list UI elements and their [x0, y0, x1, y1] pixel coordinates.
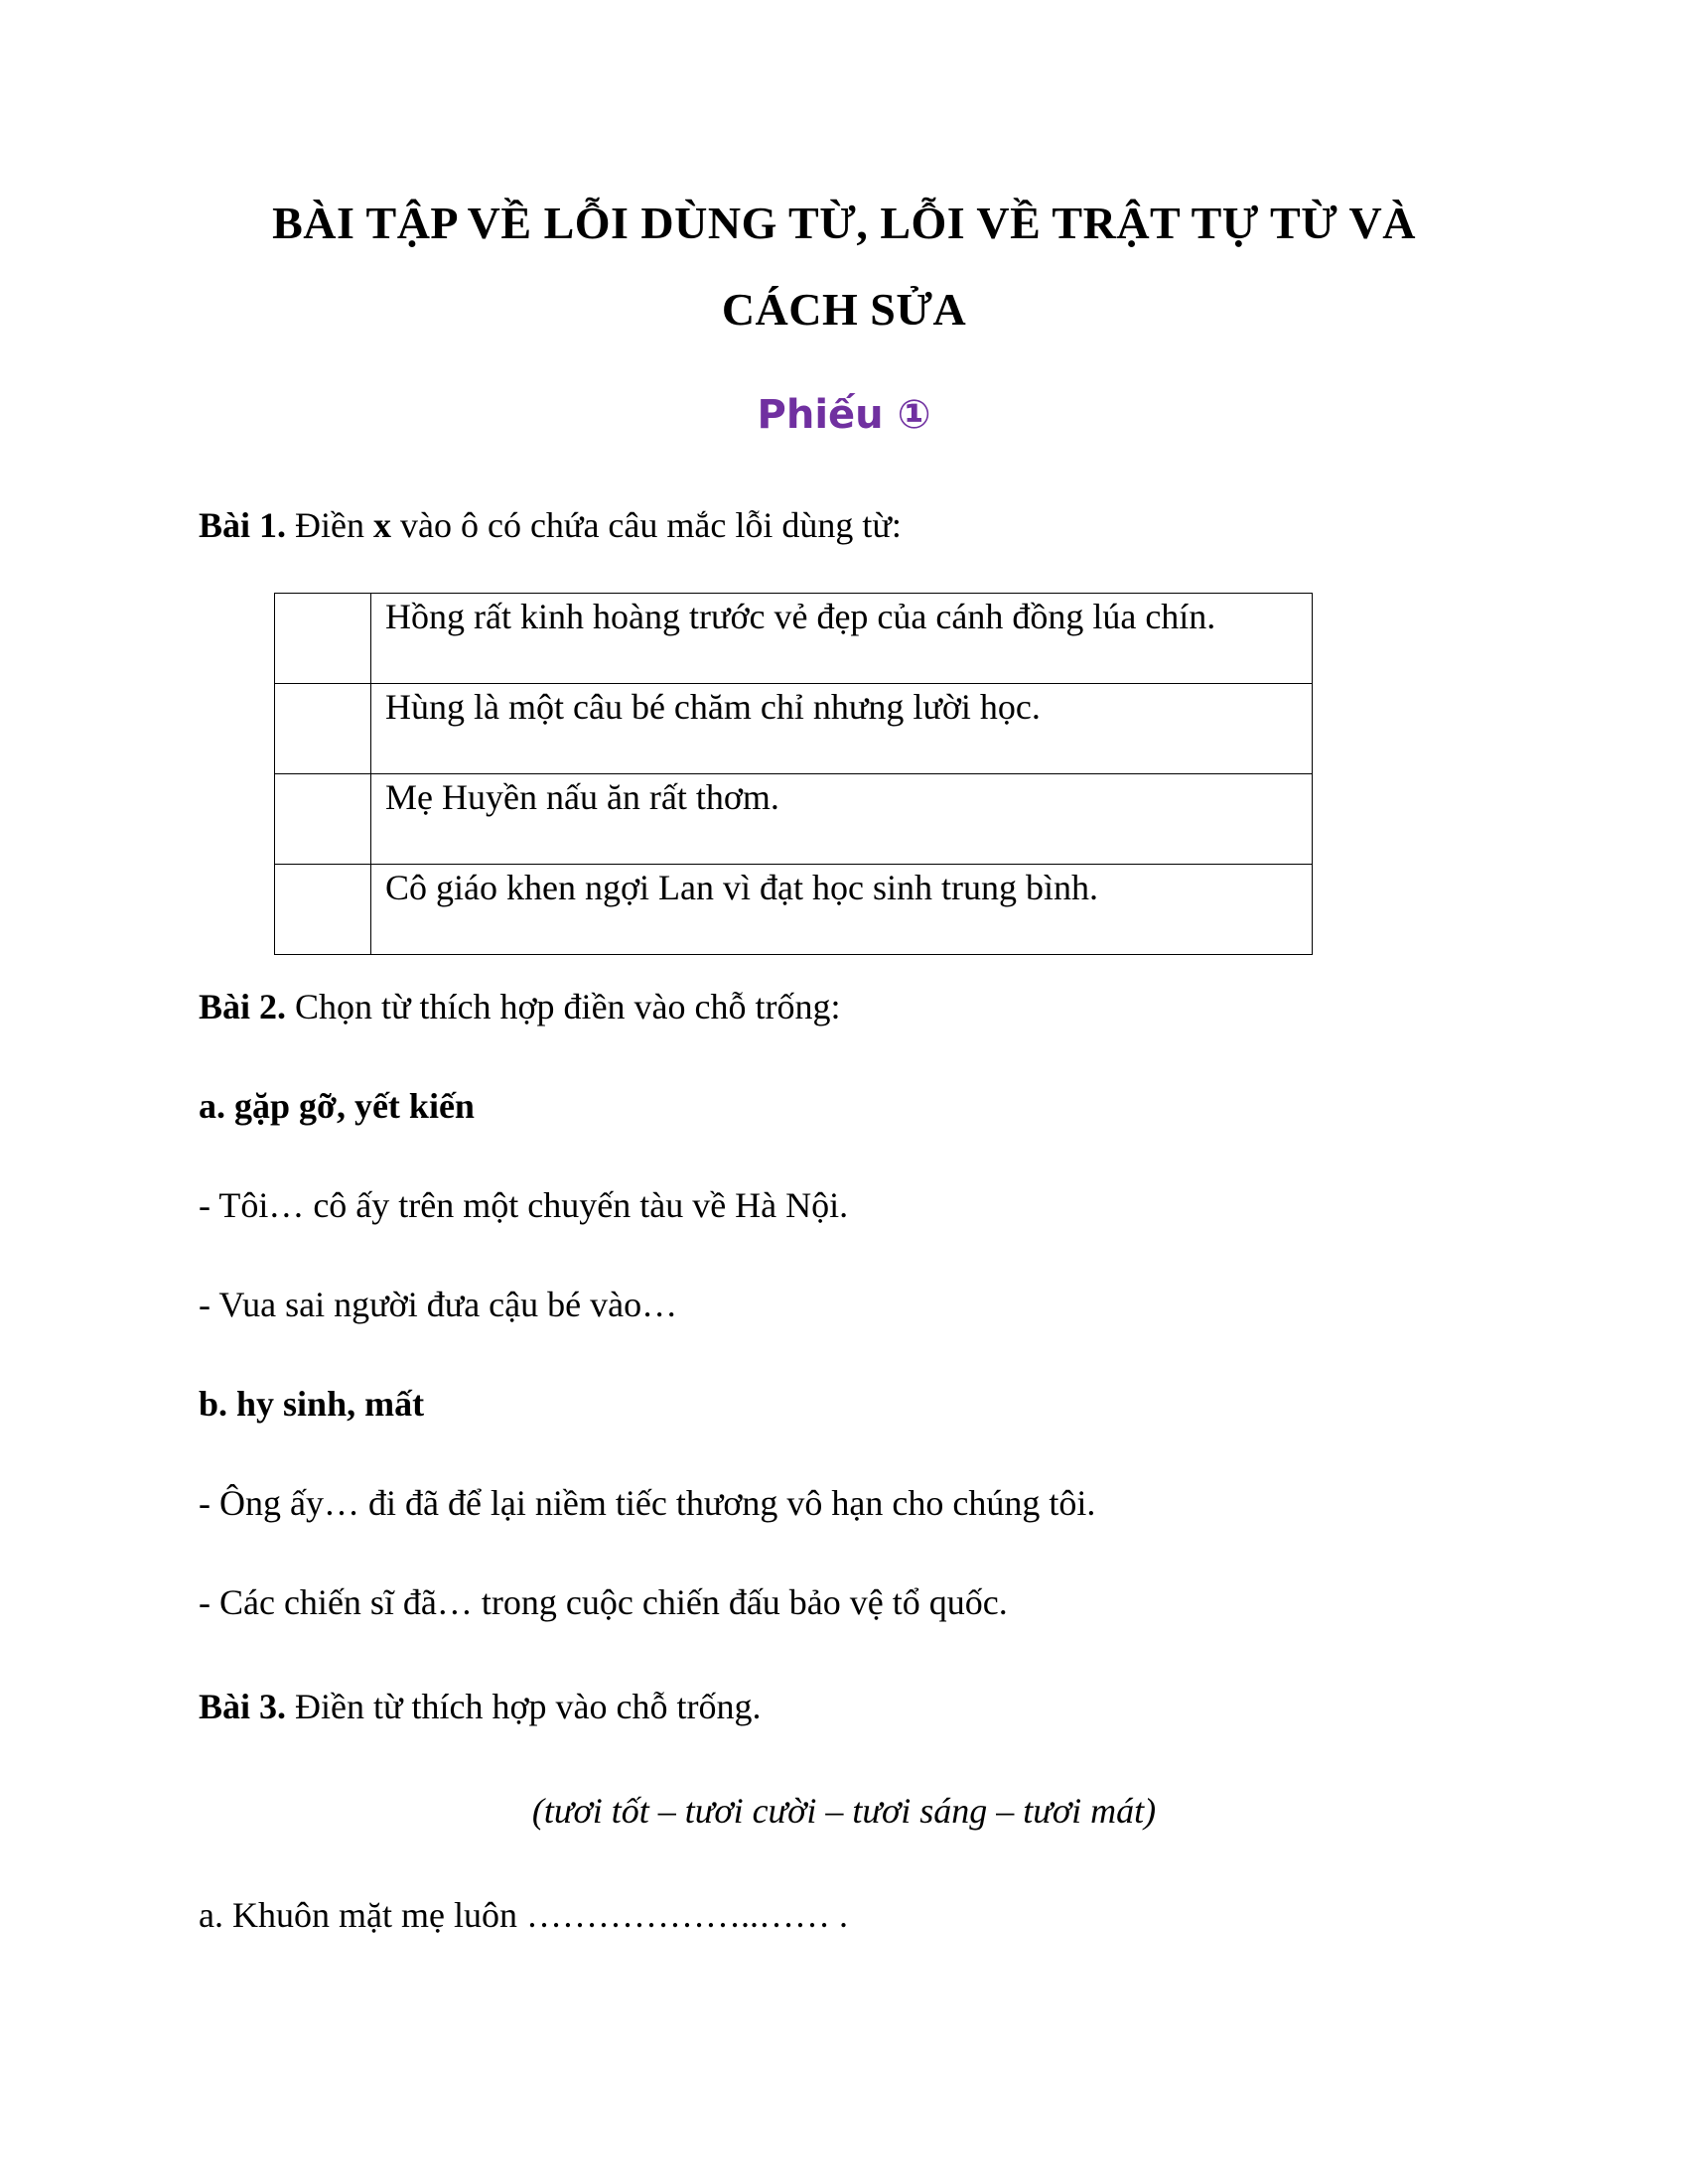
bai2-part-a-item-2: - Vua sai người đưa cậu bé vào…: [199, 1285, 678, 1324]
table-row: [275, 774, 1313, 865]
table-row: [275, 684, 1313, 774]
worksheet-subtitle: Phiếu ①: [757, 392, 931, 438]
page-title-line-1: BÀI TẬP VỀ LỖI DÙNG TỪ, LỖI VỀ TRẬT TỰ TỪ VÀ: [272, 198, 1416, 248]
bai2-instruction: [199, 986, 841, 1027]
bai2-instruction-text: Chọn từ thích hợp điền vào chỗ trống:: [286, 987, 841, 1026]
bai3-item-a: a. Khuôn mặt mẹ luôn ………………..…… .: [199, 1895, 848, 1935]
page-title-line-2: CÁCH SỬA: [721, 284, 967, 335]
bai2-part-a-item-1: - Tôi… cô ấy trên một chuyến tàu về Hà Nội.: [199, 1185, 849, 1225]
sentence-cell-2: Hùng là một câu bé chăm chỉ nhưng lười học.: [371, 684, 1313, 774]
bai1-instruction-post: vào ô có chứa câu mắc lỗi dùng từ:: [391, 505, 902, 545]
sentence-cell-3: Mẹ Huyền nấu ăn rất thơm.: [371, 774, 1313, 865]
answer-checkbox-4[interactable]: [275, 865, 371, 955]
bai2-part-a-heading: [199, 1085, 475, 1127]
sentence-cell-4: Cô giáo khen ngợi Lan vì đạt học sinh trung bình.: [371, 865, 1313, 955]
table-row: [275, 865, 1313, 955]
bai3-instruction-text: Điền từ thích hợp vào chỗ trống.: [286, 1687, 762, 1726]
bai1-label: Bài 1.: [199, 505, 287, 545]
bai2-part-b-heading-text: b. hy sinh, mất: [199, 1384, 425, 1424]
bai1-table: [274, 593, 1313, 955]
answer-checkbox-3[interactable]: [275, 774, 371, 865]
bai2-part-b-item-1: - Ông ấy… đi đã để lại niềm tiếc thương vô hạn cho chúng tôi.: [199, 1483, 1096, 1523]
bai3-instruction: [199, 1686, 761, 1727]
bai2-part-a-heading-text: a. gặp gỡ, yết kiến: [199, 1086, 475, 1126]
table-row: [275, 594, 1313, 684]
bai1-instruction-bold: x: [373, 505, 391, 545]
bai2-part-b-item-2: - Các chiến sĩ đã… trong cuộc chiến đấu bảo vệ tổ quốc.: [199, 1582, 1008, 1622]
answer-checkbox-1[interactable]: [275, 594, 371, 684]
bai2-part-b-heading: [199, 1383, 424, 1425]
bai1-instruction: [199, 504, 902, 546]
answer-checkbox-2[interactable]: [275, 684, 371, 774]
sentence-cell-1: Hồng rất kinh hoàng trước vẻ đẹp của cánh đồng lúa chín.: [371, 594, 1313, 684]
bai3-word-options: (tươi tốt – tươi cười – tươi sáng – tươi mát): [531, 1791, 1157, 1831]
bai3-label: Bài 3.: [199, 1687, 287, 1726]
bai2-label: Bài 2.: [199, 987, 287, 1026]
bai1-instruction-pre: Điền: [286, 505, 373, 545]
